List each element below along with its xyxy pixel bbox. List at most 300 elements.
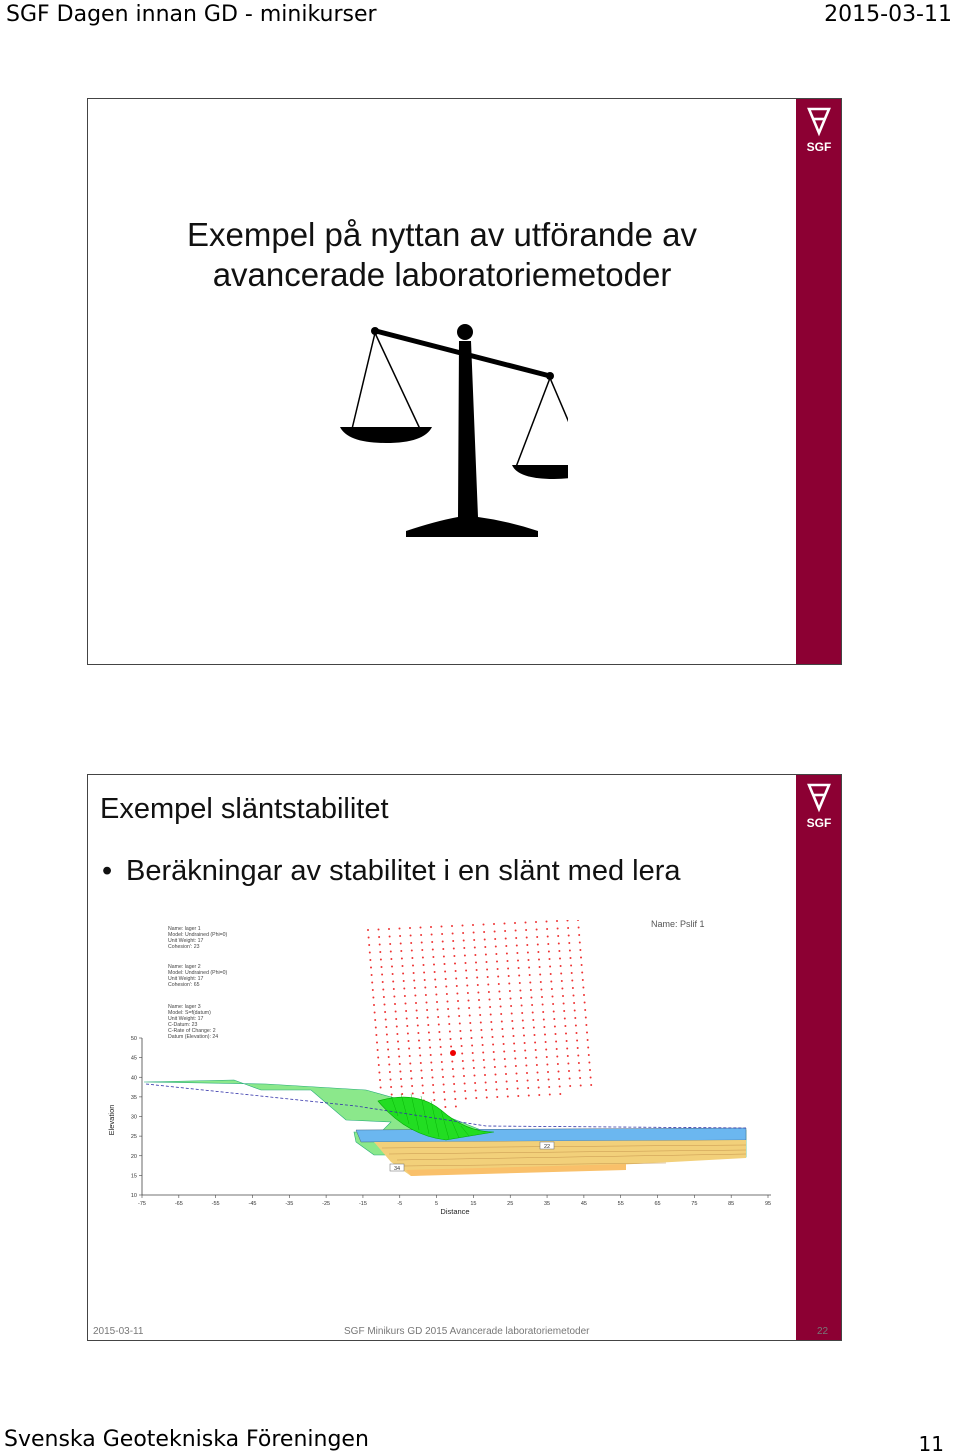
y-tick-label: 25 [130,1134,137,1141]
grid-point [398,1056,400,1058]
grid-point [589,1069,591,1071]
grid-point [430,1062,432,1064]
grid-point [411,1085,413,1087]
grid-point [539,974,541,976]
grid-point [536,936,538,938]
grid-point [442,1076,444,1078]
grid-point [487,976,489,978]
grid-point [493,923,495,925]
grid-point [443,1084,445,1086]
grid-point [537,944,539,946]
grid-point [442,941,444,943]
y-tick-label: 50 [130,1036,137,1042]
x-tick-label: 25 [507,1201,514,1207]
material-text: C-Datum: 23 [168,1022,198,1028]
grid-point [522,1027,524,1029]
grid-point [462,1068,464,1070]
material-text: Model: S=f(datum) [168,1010,211,1016]
x-tick-label: 55 [617,1201,624,1207]
grid-point [395,1011,397,1013]
grid-point [437,1009,439,1011]
grid-point [441,926,443,928]
grid-point [473,932,475,934]
grid-point [504,930,506,932]
grid-point [432,1084,434,1086]
grid-point [486,1097,488,1099]
grid-point [573,1002,575,1004]
grid-point [488,991,490,993]
grid-point [490,1021,492,1023]
grid-point [579,942,581,944]
grid-point [556,1048,558,1050]
y-ticks [131,1036,142,1199]
grid-point [423,972,425,974]
material-text: Datum (Elevation): 24 [168,1034,219,1040]
grid-point [379,944,381,946]
grid-point [426,1009,428,1011]
grid-point [536,929,538,931]
grid-point [546,1064,548,1066]
grid-point [444,1099,446,1101]
grid-point [400,950,402,952]
grid-point [427,1017,429,1019]
grid-point [387,1049,389,1051]
grid-point [570,965,572,967]
grid-point [397,1041,399,1043]
grid-point [404,995,406,997]
grid-point [467,992,469,994]
grid-point [430,1054,432,1056]
grid-point [441,933,443,935]
grid-point [546,1056,548,1058]
grid-point [515,937,517,939]
grid-point [426,1002,428,1004]
grid-point [483,931,485,933]
x-tick-label: -25 [322,1201,331,1207]
grid-point [427,1024,429,1026]
grid-point [381,974,383,976]
grid-point [487,984,489,986]
grid-point [569,1085,571,1087]
grid-point [503,1043,505,1045]
grid-point [474,1082,476,1084]
grid-point [542,1011,544,1013]
grid-point [369,959,371,961]
grid-point [433,1099,435,1101]
grid-point [472,924,474,926]
grid-point [490,1014,492,1016]
grid-point [571,980,573,982]
grid-point [534,1042,536,1044]
grid-point [534,1034,536,1036]
grid-point [469,1022,471,1024]
grid-point [455,970,457,972]
grid-point [431,934,433,936]
grid-point [548,1086,550,1088]
grid-point [390,951,392,953]
grid-point [464,955,466,957]
grid-point [544,1034,546,1036]
grid-point [579,1070,581,1072]
grid-point [495,1074,497,1076]
grid-point [400,943,402,945]
grid-point [557,935,559,937]
grid-point [516,1073,518,1075]
grid-point [582,979,584,981]
grid-point [533,1027,535,1029]
grid-point [477,992,479,994]
grid-point [585,1024,587,1026]
grid-point [433,1092,435,1094]
grid-point [486,969,488,971]
grid-point [456,993,458,995]
grid-point [586,1032,588,1034]
y-tick-label: 20 [130,1153,137,1160]
grid-point [403,980,405,982]
grid-point [546,928,548,930]
grid-point [516,952,518,954]
grid-point [460,1038,462,1040]
slide-footer-page: 22 [817,1326,829,1337]
grid-point [526,944,528,946]
grid-point [432,956,434,958]
material-legend-1 [168,926,228,950]
grid-point [456,985,458,987]
grid-point [489,1006,491,1008]
grid-point [532,1019,534,1021]
x-tick-label: -35 [285,1201,294,1207]
grid-point [539,966,541,968]
y-tick-label: 10 [130,1193,137,1199]
grid-point [431,941,433,943]
grid-point [400,1078,402,1080]
grid-point [562,995,564,997]
grid-point [434,979,436,981]
grid-point [571,972,573,974]
grid-point [444,1106,446,1108]
grid-point [579,1077,581,1079]
grid-point [474,947,476,949]
grid-point [444,971,446,973]
grid-point [568,942,570,944]
grid-point [568,935,570,937]
grid-point [484,1074,486,1076]
grid-point [494,1066,496,1068]
grid-point [409,1055,411,1057]
grid-point [578,1062,580,1064]
material-text: Name: lager 2 [168,964,201,970]
grid-point [399,1071,401,1073]
grid-point [536,1064,538,1066]
grid-point [538,1094,540,1096]
material-text: C-Rate of Change: 2 [168,1028,216,1034]
x-tick-label: -65 [174,1201,183,1207]
grid-point [452,1068,454,1070]
grid-point [447,1008,449,1010]
grid-point [389,1071,391,1073]
grid-point [477,984,479,986]
grid-point [501,1028,503,1030]
grid-point [590,1084,592,1086]
grid-point [549,1094,551,1096]
grid-point [470,1030,472,1032]
grid-point [455,1106,457,1108]
grid-point [570,957,572,959]
grid-point [553,1011,555,1013]
grid-point [453,1083,455,1085]
grid-point [560,965,562,967]
grid-point [392,973,394,975]
grid-point [565,1033,567,1035]
grid-point [438,1031,440,1033]
grid-point [480,1022,482,1024]
grid-point [385,1026,387,1028]
grid-point [588,1054,590,1056]
grid-point [368,937,370,939]
grid-point [552,1003,554,1005]
grid-point [401,1093,403,1095]
y-tick-label: 15 [130,1173,137,1180]
grid-point [399,928,401,930]
grid-point [406,1025,408,1027]
grid-point [379,951,381,953]
grid-point [579,949,581,951]
grid-point [587,1039,589,1041]
grid-point [390,1086,392,1088]
grid-point [558,1071,560,1073]
grid-point [561,980,563,982]
material-text: Unit Weight: 17 [168,1016,204,1022]
grid-point [563,1003,565,1005]
grid-point [581,964,583,966]
grid-point [476,969,478,971]
grid-point [566,1040,568,1042]
grid-point [497,968,499,970]
grid-point [452,933,454,935]
grid-point [417,1025,419,1027]
grid-point [420,927,422,929]
grid-point [520,997,522,999]
grid-point [515,1065,517,1067]
grid-point [402,973,404,975]
grid-point [435,986,437,988]
grid-point [396,1033,398,1035]
grid-point [537,951,539,953]
grid-point [561,988,563,990]
label-34: 34 [393,1166,401,1172]
y-tick-label: 40 [130,1075,137,1082]
grid-point [512,1028,514,1030]
grid-point [564,1025,566,1027]
grid-point [412,965,414,967]
grid-point [564,1018,566,1020]
grid-point [482,1044,484,1046]
grid-point [444,963,446,965]
title-line-1: Exempel på nyttan av utförande av [187,216,697,253]
grid-point [516,1080,518,1082]
grid-point [462,925,464,927]
grid-point [504,1066,506,1068]
grid-point [583,994,585,996]
grid-point [569,1078,571,1080]
grid-point [481,1037,483,1039]
grid-point [472,1052,474,1054]
grid-point [377,1057,379,1059]
slide-2 [87,774,842,1341]
grid-point [410,935,412,937]
grid-point [498,983,500,985]
grid-point [377,1049,379,1051]
grid-point [389,943,391,945]
grid-point [406,1018,408,1020]
grid-point [463,947,465,949]
grid-point [526,1072,528,1074]
grid-point [445,986,447,988]
grid-point [575,1025,577,1027]
grid-point [517,1095,519,1097]
grid-point [438,1024,440,1026]
grid-point [405,1003,407,1005]
grid-point [483,924,485,926]
grid-point [551,988,553,990]
grid-point [486,961,488,963]
x-tick-label: 85 [728,1201,735,1207]
label-22: 22 [543,1144,551,1150]
grid-point [435,994,437,996]
grid-point [494,938,496,940]
grid-point [401,1086,403,1088]
grid-point [543,1026,545,1028]
grid-point [422,1085,424,1087]
grid-point [535,921,537,923]
grid-point [495,953,497,955]
grid-point [516,945,518,947]
grid-point [509,990,511,992]
logo-text: SGF [806,140,832,154]
grid-point [578,934,580,936]
grid-point [448,1023,450,1025]
grid-point [458,1015,460,1017]
grid-point [552,996,554,998]
grid-point [454,963,456,965]
grid-point [448,1016,450,1018]
grid-point [507,1096,509,1098]
grid-point [585,1017,587,1019]
grid-point [445,978,447,980]
grid-point [526,937,528,939]
grid-point [388,1064,390,1066]
grid-point [527,1080,529,1082]
material-text: Cohesion': 65 [168,982,200,988]
grid-point [471,1045,473,1047]
grid-point [433,964,435,966]
grid-point [550,981,552,983]
grid-point [452,940,454,942]
grid-point [378,1072,380,1074]
grid-point [498,991,500,993]
brand-band [796,99,841,664]
grid-point [371,982,373,984]
grid-point [556,920,558,922]
grid-point [532,1012,534,1014]
grid-point [567,920,569,922]
material-text: Unit Weight: 17 [168,938,204,944]
grid-point [422,1092,424,1094]
grid-point [510,1005,512,1007]
grid-point [458,1008,460,1010]
grid-point [489,999,491,1001]
grid-point [390,958,392,960]
grid-point [485,1082,487,1084]
grid-point [507,968,509,970]
grid-point [399,935,401,937]
grid-point [415,1002,417,1004]
grid-point [468,1000,470,1002]
grid-point [485,1089,487,1091]
grid-point [496,1089,498,1091]
grid-point [537,1072,539,1074]
grid-point [518,975,520,977]
grid-point [521,1005,523,1007]
grid-point [493,1059,495,1061]
grid-point [430,926,432,928]
grid-point [505,938,507,940]
grid-point [574,1010,576,1012]
grid-point [374,1019,376,1021]
grid-point [518,967,520,969]
grid-point [514,1050,516,1052]
grid-point [391,1094,393,1096]
x-tick-label: 45 [580,1201,587,1207]
material-text: Name: lager 1 [168,926,201,932]
grid-point [393,988,395,990]
grid-point [434,971,436,973]
grid-point [559,1086,561,1088]
x-tick-label: -15 [358,1201,367,1207]
slide-footer-title: SGF Minikurs GD 2015 Avancerade laboratoriemetoder [344,1326,590,1337]
grid-point [471,1037,473,1039]
grid-point [469,1015,471,1017]
grid-point [419,1047,421,1049]
grid-point [392,981,394,983]
grid-point [432,1077,434,1079]
grid-point [547,936,549,938]
grid-point [580,957,582,959]
grid-point [507,960,509,962]
grid-point [558,1078,560,1080]
grid-point [555,1041,557,1043]
grid-point [463,940,465,942]
grid-point [545,1041,547,1043]
grid-point [563,1010,565,1012]
grid-point [495,1081,497,1083]
grid-point [379,1079,381,1081]
grid-point [503,1051,505,1053]
grid-point [401,958,403,960]
grid-point [480,1029,482,1031]
grid-point [387,1041,389,1043]
grid-point [500,1006,502,1008]
grid-point [537,1079,539,1081]
grid-point [421,942,423,944]
grid-point [574,1017,576,1019]
grid-point [459,1023,461,1025]
grid-point [446,993,448,995]
grid-point [540,981,542,983]
grid-point [422,957,424,959]
material-text: Model: Undrained (Phi=0) [168,970,228,976]
grid-point [418,1040,420,1042]
